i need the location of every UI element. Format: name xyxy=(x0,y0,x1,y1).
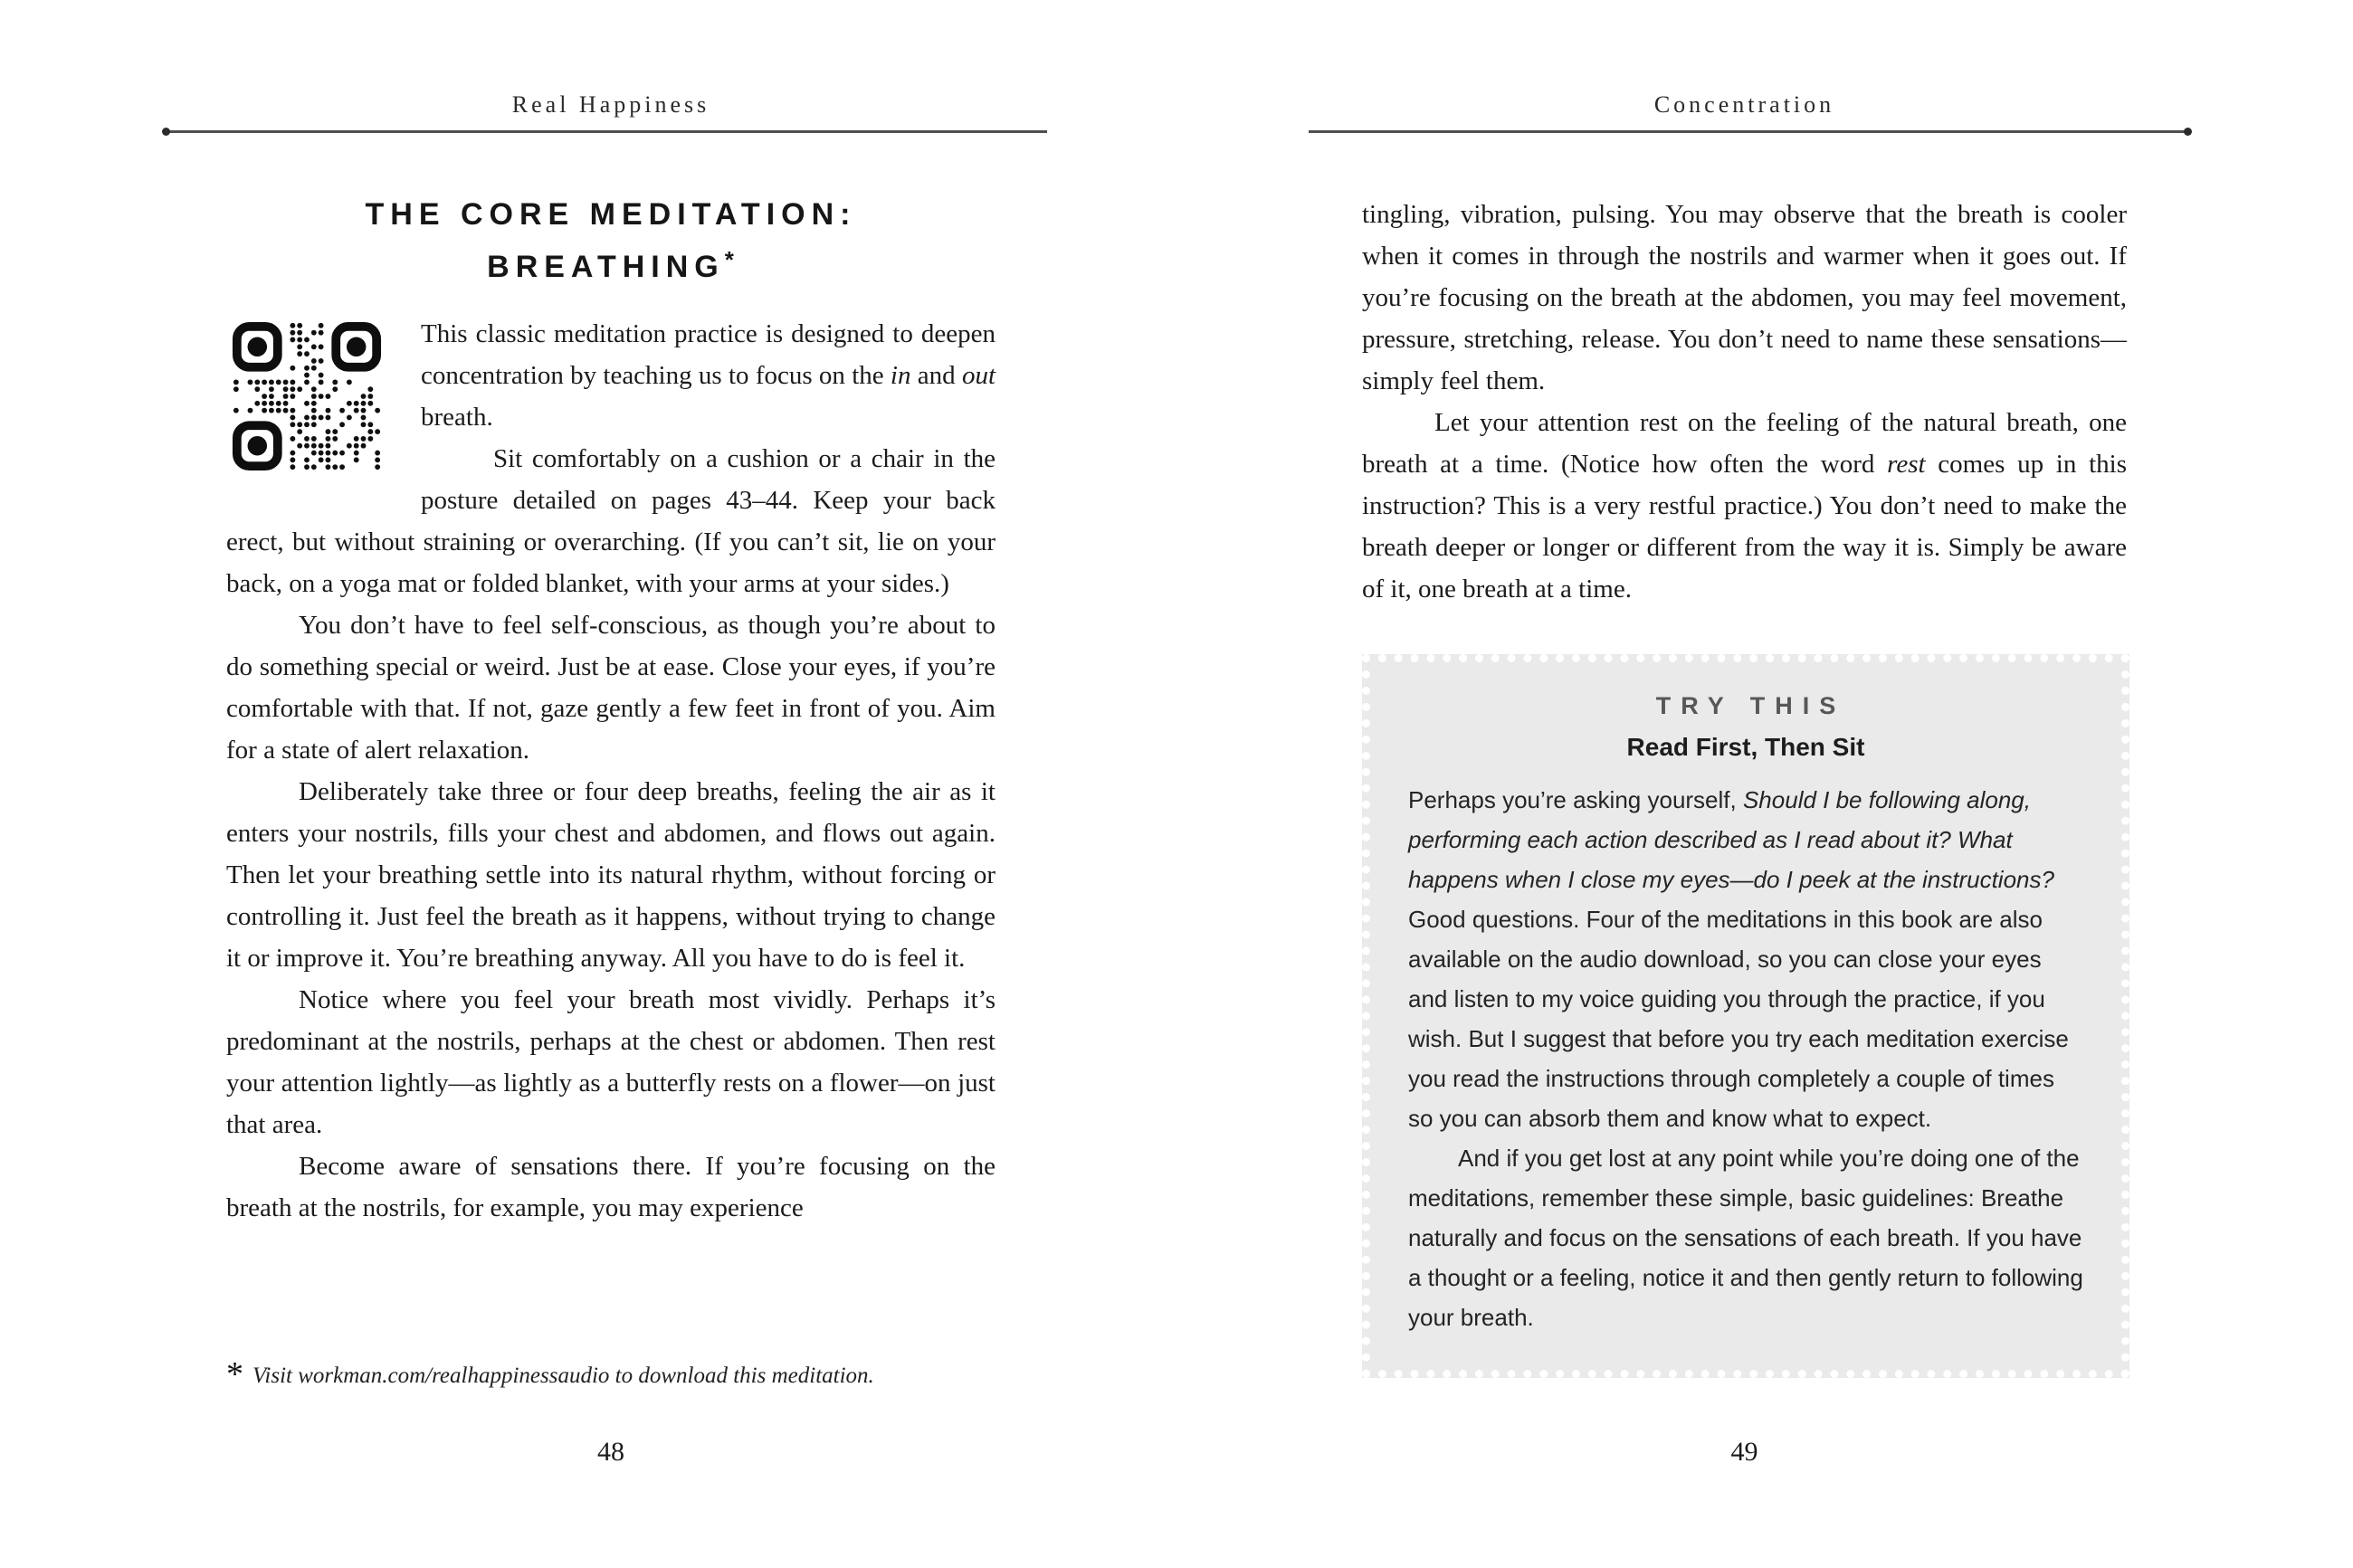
section-title xyxy=(226,192,996,290)
footnote xyxy=(226,1355,996,1393)
section-title-line1: THE CORE MEDITATION: xyxy=(365,197,857,232)
footnote-marker: * xyxy=(226,1355,243,1393)
paragraph: And if you get lost at any point while you’re doing one of the meditations, remember these simple, basic guidelines: Breathe naturally and focus on the sensations of each breath. If you have a thought or a feeling, notice it and then gently return to following your breath. xyxy=(1408,1145,2083,1331)
page-number-left: 48 xyxy=(597,1437,624,1467)
left-page-content xyxy=(226,192,996,1229)
paragraph: Become aware of sensations there. If you’re focusing on the breath at the nostrils, for example, you may experience xyxy=(226,1152,996,1222)
running-head-left: Real Happiness xyxy=(511,91,710,118)
rule-end-dot xyxy=(2184,128,2192,136)
rule-end-dot xyxy=(162,128,170,136)
paragraph: Sit comfortably on a cushion or a chair in the posture detailed on pages 43–44. Keep your back erect, but without straining or overarching. (If you can’t sit, lie on your back, on a yoga mat or folded blanket, with your arms at your sides.) xyxy=(226,444,996,598)
try-this-title: Read First, Then Sit xyxy=(1626,733,1865,761)
paragraph: Perhaps you’re asking yourself, Should I be following along, performing each action described as I read about it? What happens when I close my eyes—do I peek at the instructions? Good questions. Four of the meditations in this book are also available on the audio download, so you can close your eyes and listen to my voice guiding you through the practice, if you wish. But I suggest that before you try each meditation exercise you read the instructions through completely a couple of times so you can absorb them and know what to expect. xyxy=(1408,786,2069,1132)
left-page-body xyxy=(226,313,996,1229)
header-rule-right xyxy=(1309,130,2189,133)
paragraph: Deliberately take three or four deep breaths, feeling the air as it enters your nostrils, fills your chest and abdomen, and flows out again. Then let your breathing settle into its natural rhythm, without forcing or controlling it. Just feel the breath as it happens, without trying to change it or improve it. You’re breathing anyway. All you have to do is feel it. xyxy=(226,777,996,973)
page-number-right: 49 xyxy=(1730,1437,1758,1467)
try-this-body xyxy=(1408,780,2083,1337)
paragraph: You don’t have to feel self-conscious, as though you’re about to do something special or weird. Just be at ease. Close your eyes, if you’re comfortable with that. If not, gaze gently a few feet in front of you. Aim for a state of alert relaxation. xyxy=(226,611,996,765)
paragraph: tingling, vibration, pulsing. You may observe that the breath is cooler when it comes in through the nostrils and warmer when it goes out. If you’re focusing on the breath at the abdomen, you may feel movement, pressure, stretching, release. You don’t need to name these sensations—simply feel them. xyxy=(1362,200,2127,395)
right-page-body xyxy=(1362,194,2127,610)
paragraph: Let your attention rest on the feeling of the natural breath, one breath at a time. (Notice how often the word rest comes up in this instruction? This is a very restful practice.) You don’t need to make the breath deeper or longer or different from the way it is. Simply be aware of it, one breath at a time. xyxy=(1362,408,2127,603)
try-this-label: TRY THIS xyxy=(1655,692,1846,719)
qr-code-icon xyxy=(231,318,383,474)
paragraph: This classic meditation practice is designed to deepen concentration by teaching us to focus on the in and out breath. xyxy=(421,319,996,432)
running-head-right: Concentration xyxy=(1653,91,1835,118)
footnote-asterisk: * xyxy=(724,246,735,273)
header-rule-left xyxy=(165,130,1047,133)
section-title-line2: BREATHING* xyxy=(487,246,735,284)
paragraph: Notice where you feel your breath most vividly. Perhaps it’s predominant at the nostrils, perhaps at the chest or abdomen. Then rest your attention lightly—as lightly as a butterfly rests on a flower—on just that area. xyxy=(226,985,996,1139)
try-this-box xyxy=(1362,654,2129,1378)
footnote-text: Visit workman.com/realhappinessaudio to download this meditation. xyxy=(252,1364,874,1388)
